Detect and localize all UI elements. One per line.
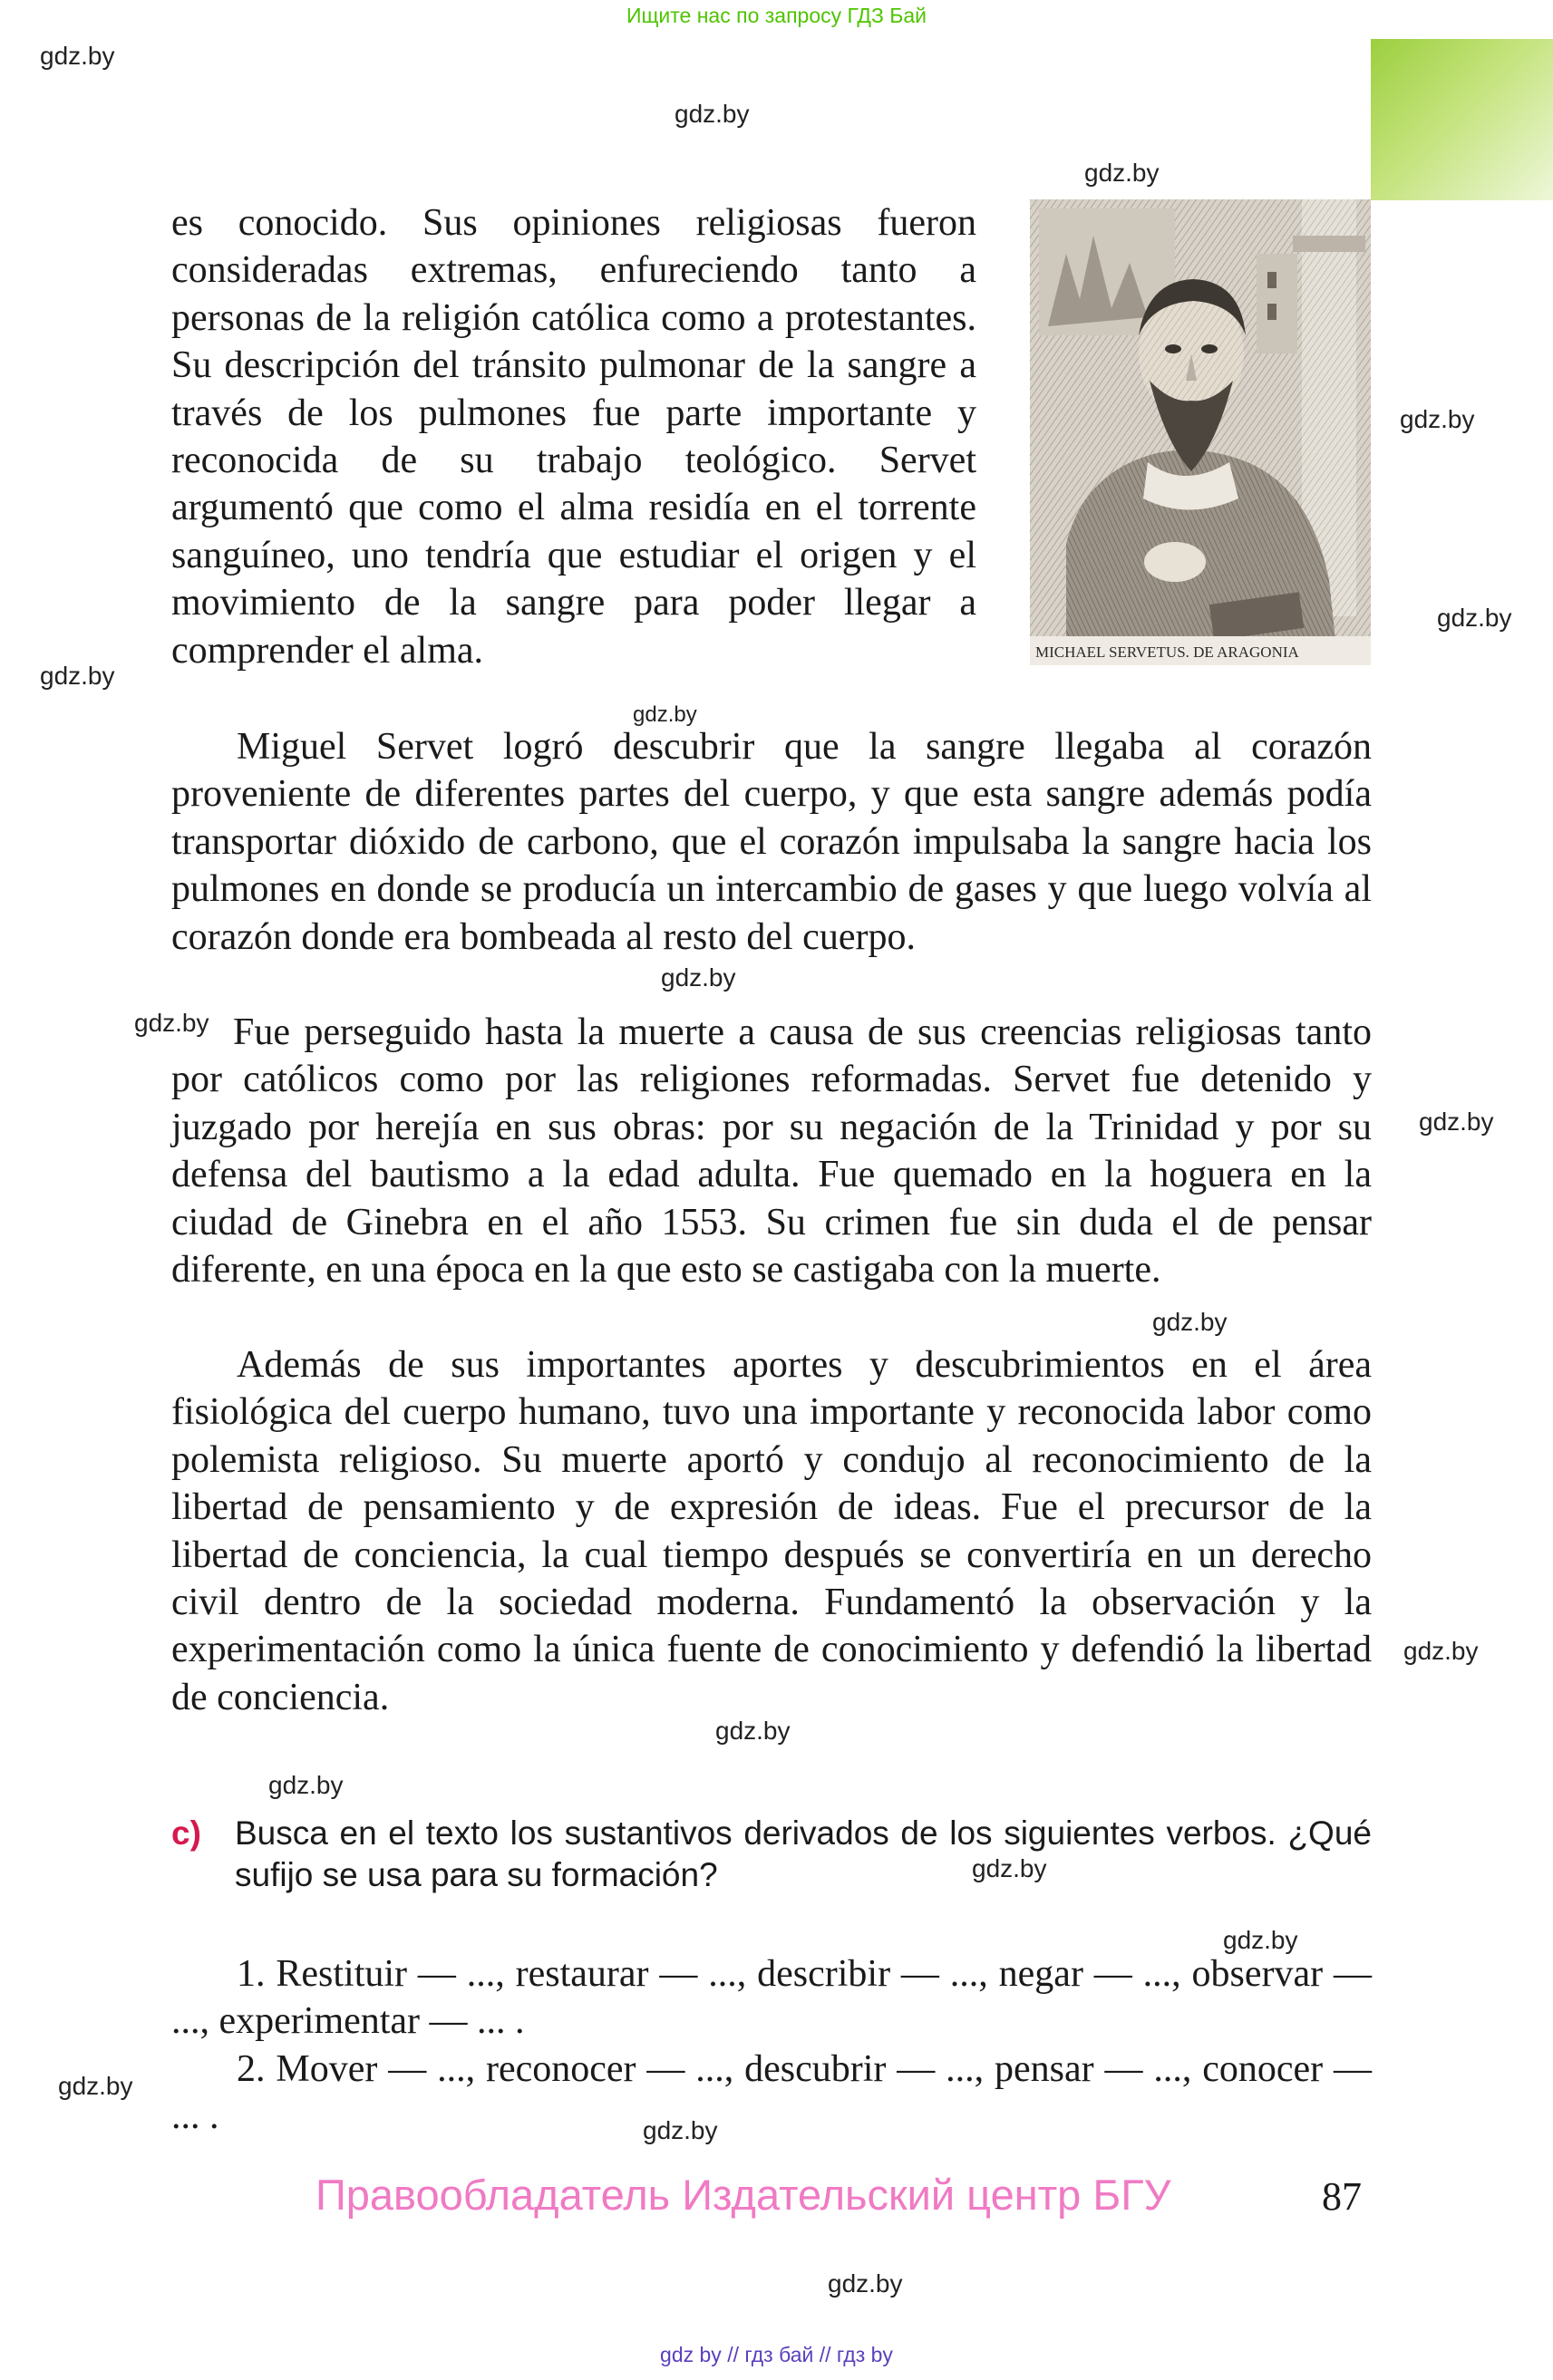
watermark: gdz.by bbox=[1152, 1308, 1228, 1336]
watermark: gdz.by bbox=[268, 1771, 344, 1799]
watermark: gdz.by bbox=[661, 963, 736, 992]
task-c bbox=[171, 1813, 1372, 1896]
watermark: gdz.by bbox=[633, 702, 697, 727]
watermark: gdz.by bbox=[1084, 159, 1160, 187]
exercise-list bbox=[171, 1950, 1372, 2141]
watermark: gdz.by bbox=[972, 1854, 1047, 1882]
watermark: gdz.by bbox=[1419, 1108, 1494, 1136]
bottom-links[interactable]: gdz by // гдз бай // гдз by bbox=[660, 2343, 893, 2366]
lead-paragraph: es conocido. Sus opiniones religiosas fueron consideradas extremas, enfureciendo tanto a personas de la religión católica como a protestantes. Su descripción del tránsito pulmonar de la sangre a través de los pulmones fue parte importante y reconocida de su trabajo teológico. Servet argumentó que como el alma residía en el torrente sanguíneo, uno tendría que estudiar el origen y el movimiento de la sangre para poder llegar a comprender el alma. bbox=[171, 202, 976, 672]
watermark: gdz.by bbox=[1400, 405, 1475, 433]
page-number: 87 bbox=[1322, 2174, 1362, 2219]
watermark: gdz.by bbox=[134, 1009, 209, 1037]
paragraph-3 bbox=[171, 1341, 1372, 1721]
watermark: gdz.by bbox=[40, 662, 115, 690]
green-corner-tab bbox=[1371, 39, 1553, 200]
watermark: gdz.by bbox=[828, 2269, 903, 2298]
paragraph-2 bbox=[171, 1009, 1372, 1293]
task-letter: c) bbox=[171, 1814, 201, 1852]
watermark: gdz.by bbox=[58, 2072, 133, 2100]
watermark: gdz.by bbox=[715, 1717, 791, 1745]
watermark: gdz.by bbox=[1437, 604, 1512, 632]
exercise-item: 1. Restituir — ..., restaurar — ..., describir — ..., negar — ..., observar — ..., experimentar — ... . bbox=[171, 1953, 1372, 2043]
portrait-engraving bbox=[1030, 199, 1371, 665]
top-banner[interactable]: Ищите нас по запросу ГДЗ Бай bbox=[626, 4, 927, 27]
watermark: gdz.by bbox=[1403, 1637, 1479, 1665]
paragraph-text: Además de sus importantes aportes y descubrimientos en el área fisiológica del cuerpo humano, tuvo una importante y reconocida labor como polemista religioso. Su muerte aportó y condujo al reconocimiento de la libertad de pensamiento y de expresión de ideas. Fue el precursor de la libertad de conciencia, la cual tiempo después se convertiría en un derecho civil dentro de la sociedad moderna. Fundamentó la observación y la experimentación como la única fuente de conocimiento y defendió la libertad de conciencia. bbox=[171, 1344, 1372, 1718]
paragraph-text: Miguel Servet logró descubrir que la sangre llegaba al corazón proveniente de diferentes partes del cuerpo, y que esta sangre además podía transportar dióxido de carbono, que el corazón impulsaba la sangre hacia los pulmones en donde se producía un intercambio de gases y que luego volvía al corazón donde era bombeada al resto del cuerpo. bbox=[171, 726, 1372, 958]
copyright-holder: Правообладатель Издательский центр БГУ bbox=[315, 2171, 1171, 2219]
watermark: gdz.by bbox=[1223, 1926, 1298, 1954]
exercise-item: 2. Mover — ..., reconocer — ..., descubrir — ..., pensar — ..., conocer — ... . bbox=[171, 2047, 1372, 2138]
task-text: Busca en el texto los sustantivos derivados de los siguientes verbos. ¿Qué sufijo se usa para su formación? bbox=[235, 1814, 1372, 1893]
paragraph-1 bbox=[171, 723, 1372, 961]
watermark: gdz.by bbox=[675, 100, 750, 128]
watermark: gdz.by bbox=[643, 2116, 718, 2144]
portrait-caption: MICHAEL SERVETUS. DE ARAGONIA bbox=[1035, 643, 1299, 661]
watermark: gdz.by bbox=[40, 42, 115, 70]
paragraph-text: Fue perseguido hasta la muerte a causa de sus creencias religiosas tanto por católicos como por las religiones reformadas. Servet fue detenido y juzgado por herejía en sus obras: por su negación de la Trinidad y por su defensa del bautismo a la edad adulta. Fue quemado en la hoguera en la ciudad de Ginebra en el año 1553. Su crimen fue sin duda el de pensar diferente, en una época en la que esto se castigaba con la muerte. bbox=[171, 1011, 1372, 1292]
